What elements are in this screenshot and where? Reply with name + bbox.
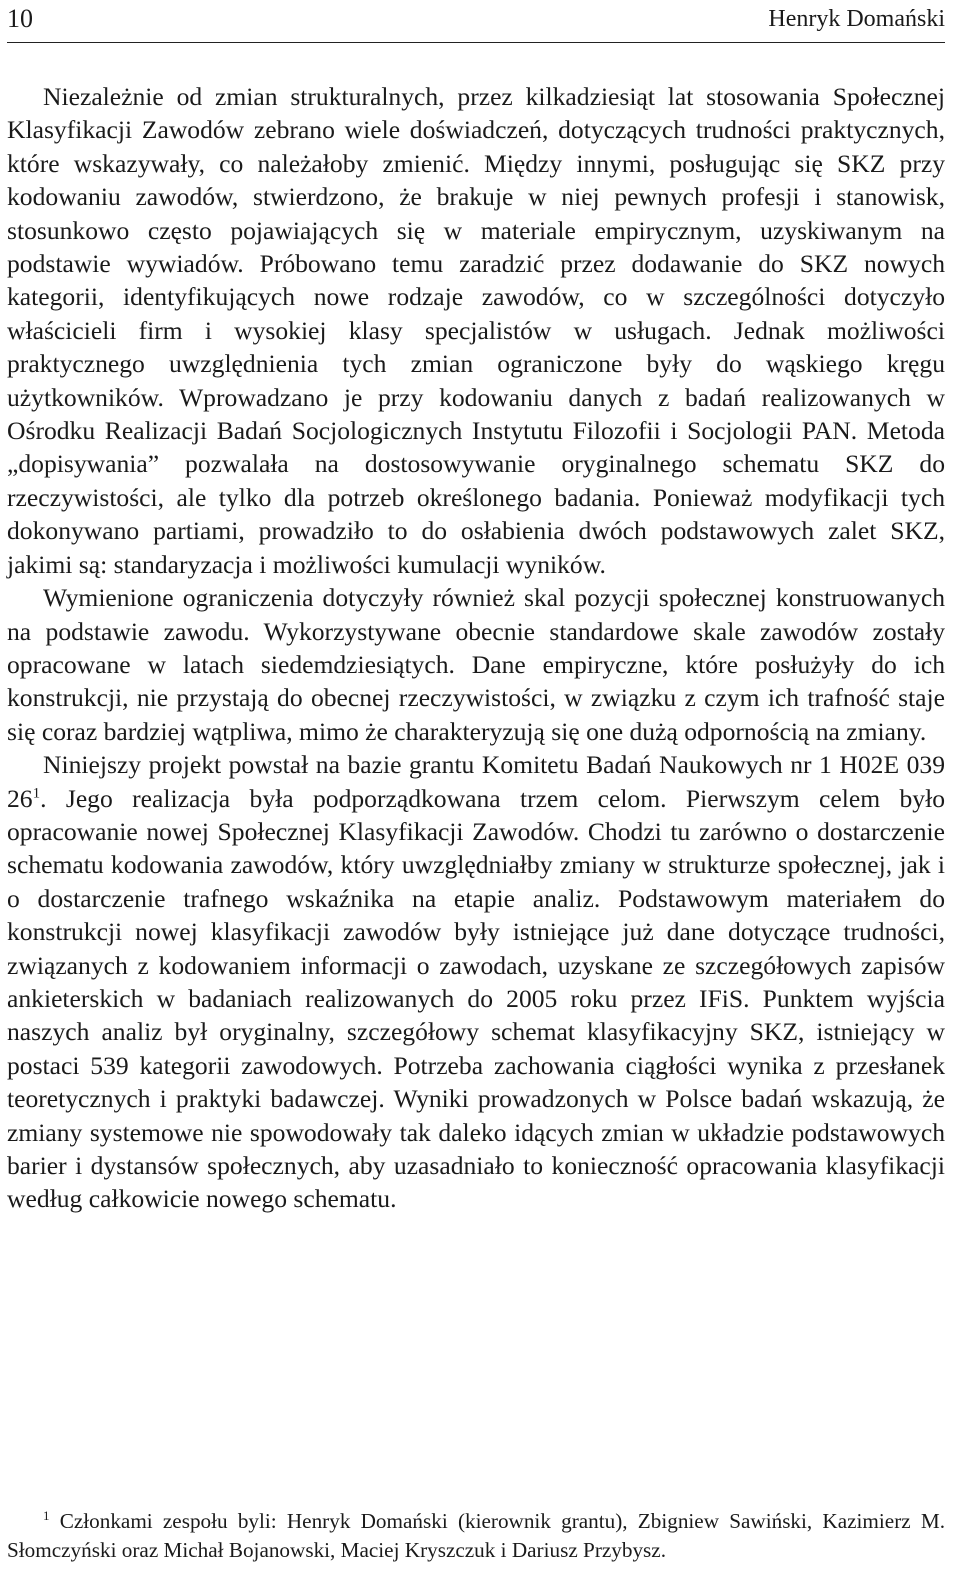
paragraph <box>7 748 945 1216</box>
footnote <box>7 1507 945 1565</box>
paragraph-text: Wymienione ograniczenia dotyczyły również skal pozycji społecznej konstruowanych na podstawie zawodu. Wykorzystywane obecnie standardowe skale zawodów zostały opracowane w latach siedemdziesiątych. Dane empiryczne, które posłużyły do ich konstrukcji, nie przystają do obecnej rzeczywistości, w związku z czym ich trafność staje się coraz bardziej wątpliwa, mimo że charakteryzują się one dużą odpornością na zmiany. <box>7 583 945 746</box>
page-number: 10 <box>7 4 33 33</box>
running-header <box>7 0 945 43</box>
main-text <box>7 80 945 1216</box>
footnote-text: Członkami zespołu byli: Henryk Domański (kierownik grantu), Zbigniew Sawiński, Kazimierz M. Słomczyński oraz Michał Bojanowski, Maciej Kryszczuk i Dariusz Przybysz. <box>7 1509 945 1562</box>
paragraph: Niezależnie od zmian strukturalnych, przez kilkadziesiąt lat stosowania Społecznej Klasyfikacji Zawodów zebrano wiele doświadczeń, dotyczących trudności praktycznych, które wskazywały, co należałoby zmienić. Między innymi, posługując się SKZ przy kodowaniu zawodów, stwierdzono, że brakuje w niej pewnych profesji i stanowisk, stosunkowo często pojawiających się w materiale empirycznym, uzyskiwanym na podstawie wywiadów. Próbowano temu zaradzić przez dodawanie do SKZ nowych kategorii, identyfikujących nowe rodzaje zawodów, co w szczególności dotyczyło właścicieli firm i wysokiej klasy specjalistów w usługach. Jednak możliwości praktycznego uwzględnienia tych zmian ograniczone były do wąskiego kręgu użytkowników. Wprowadzano je przy kodowaniu danych z badań realizowanych w Ośrodku Realizacji Badań Socjologicznych Instytutu Filozofii i Socjologii PAN. Metoda „dopisywania” pozwalała na dostosowywanie oryginalnego schematu SKZ do rzeczywistości, ale tylko dla potrzeb określonego badania. Ponieważ modyfikacji tych dokonywano partiami, prowadziło to do osłabienia dwóch podstawowych zalet SKZ, jakimi są: standaryzacja i możliwości kumulacji wyników. <box>7 82 945 579</box>
paragraph-text: . Jego realizacja była podporządkowana trzem celom. Pierwszym celem było opracowanie nowej Społecznej Klasyfikacji Zawodów. Chodzi tu zarówno o dostarczenie schematu kodowania zawodów, który uwzględniałby zmiany w strukturze społecznej, jak i o dostarczenie trafnego wskaźnika na etapie analiz. Podstawowym materiałem do konstrukcji nowej klasyfikacji zawodów były istniejące już dane dotyczące trudności, związanych z kodowaniem informacji o zawodach, uzyskane ze szczegółowych zapisów ankieterskich w badaniach realizowanych do 2005 roku przez IFiS. Punktem wyjścia naszych analiz był oryginalny, szczegółowy schemat klasyfikacyjny SKZ, istniejący w postaci 539 kategorii zawodowych. Potrzeba zachowania ciągłości wynika z przesłanek teoretycznych i praktyki badawczej. Wyniki prowadzonych w Polsce badań wskazują, że zmiany systemowe nie spowodowały tak daleko idących zmian w układzie podstawowych barier i dystansów społecznych, aby uzasadniało to konieczność opracowania klasyfikacji według całkowicie nowego schematu. <box>7 783 945 1214</box>
footnote-marker: 1 <box>43 1507 50 1523</box>
running-header-author: Henryk Domański <box>768 6 945 32</box>
book-page <box>7 0 945 1595</box>
paragraph <box>7 581 945 748</box>
footnote-reference[interactable]: 1 <box>32 785 41 801</box>
paragraph-text: Niniejszy projekt powstał na bazie grantu Komitetu Badań Naukowych nr 1 H02E 039 26 <box>7 750 945 813</box>
